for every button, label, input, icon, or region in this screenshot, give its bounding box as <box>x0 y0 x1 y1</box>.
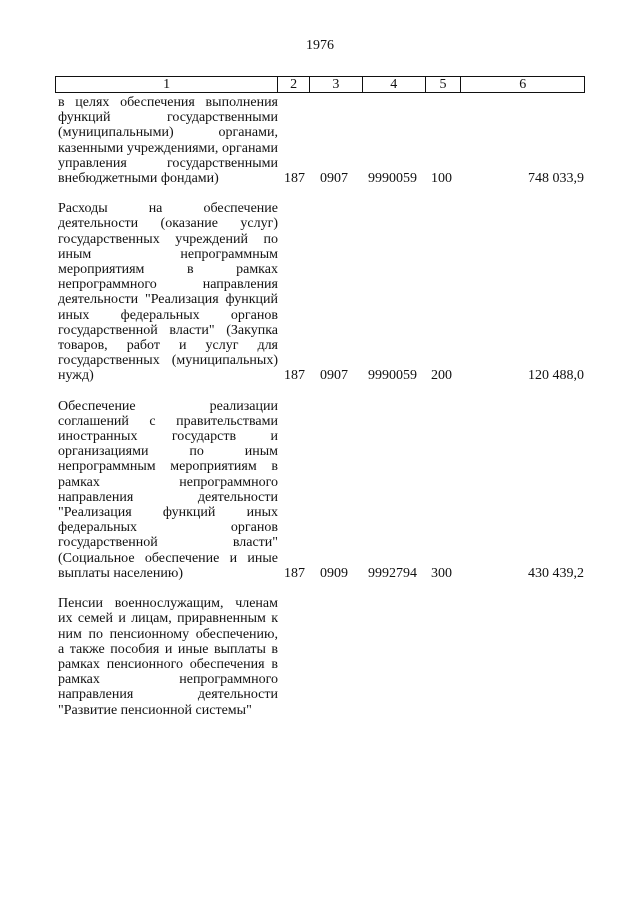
row-description: Пенсии военнослужащим, членам их семей и лицам, приравненным к ним по пенсионному обеспечению, а также пособия и иные выплаты в рамках пенсионного обеспечения в рамках непрограммного направления деятельности "Развитие пенсионной системы" <box>58 596 278 718</box>
row-code-5: 200 <box>431 368 452 384</box>
row-code-2: 187 <box>284 171 305 187</box>
row-amount: 120 488,0 <box>528 368 584 384</box>
table-row <box>58 95 584 186</box>
row-code-5: 100 <box>431 171 452 187</box>
row-description: в целях обеспечения выполнения функций государственными (муниципальными) органами, казенными учреждениями, органами управления государственными внебюджетными фондами) <box>58 95 278 187</box>
table-header <box>55 76 585 93</box>
row-code-5: 300 <box>431 565 452 581</box>
header-col-3: 3 <box>310 77 363 92</box>
header-col-5: 5 <box>426 77 462 92</box>
row-description: Обеспечение реализации соглашений с правительствами иностранных государств и организациями по иным непрограммным мероприятиям в рамках непрограммного направления деятельности "Реализация функций иных федеральных органов государственной власти" (Социальное обеспечение и иные выплаты населению) <box>58 398 278 581</box>
row-code-4: 9990059 <box>368 171 417 187</box>
row-code-3: 0907 <box>320 171 348 187</box>
table-row <box>58 399 584 581</box>
page-number: 1976 <box>306 38 334 53</box>
row-code-4: 9990059 <box>368 368 417 384</box>
table-body <box>58 95 584 733</box>
row-code-3: 0907 <box>320 368 348 384</box>
table-row <box>58 596 584 718</box>
row-code-2: 187 <box>284 565 305 581</box>
row-code-3: 0909 <box>320 565 348 581</box>
header-col-6: 6 <box>519 77 527 92</box>
row-code-2: 187 <box>284 368 305 384</box>
row-amount: 748 033,9 <box>528 171 584 187</box>
header-col-1: 1 <box>56 77 278 92</box>
table-row <box>58 201 584 383</box>
header-col-4: 4 <box>363 77 426 92</box>
row-code-4: 9992794 <box>368 565 417 581</box>
row-description: Расходы на обеспечение деятельности (оказание услуг) государственных учреждений по иным непрограммным мероприятиям в рамках непрограммного направления деятельности "Реализация функций иных федеральных органов государственной власти" (Закупка товаров, работ и услуг для государственных (муниципальных) нужд) <box>58 201 278 384</box>
row-amount: 430 439,2 <box>528 565 584 581</box>
header-col-2: 2 <box>278 77 310 92</box>
